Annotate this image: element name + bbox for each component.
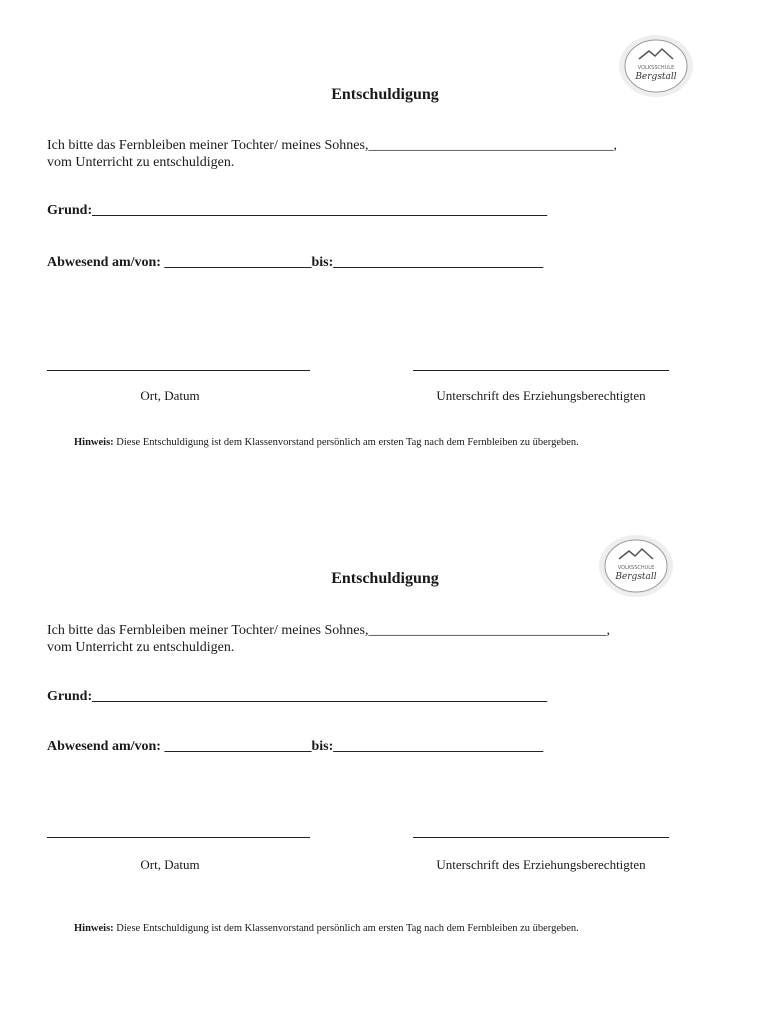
svg-text:Bergstall: Bergstall [635, 72, 677, 82]
note-text: Diese Entschuldigung ist dem Klassenvorstand persönlich am ersten Tag nach dem Fernbleiben zu übergeben. [113, 437, 579, 448]
reason-field[interactable]: Grund:_________________________________________________________________ [47, 689, 548, 704]
signature-label: Unterschrift des Erziehungsberechtigten [436, 857, 646, 872]
request-line-continuation: vom Unterricht zu entschuldigen. [47, 155, 235, 170]
place-date-label: Ort, Datum [140, 388, 200, 403]
request-line: Ich bitte das Fernbleiben meiner Tochter/ meines Sohnes,__________________________________, [47, 623, 610, 638]
note-label: Hinweis: [74, 437, 114, 448]
form-title: Entschuldigung [331, 570, 439, 587]
svg-text:VOLKSSCHULE: VOLKSSCHULE [617, 565, 655, 571]
place-date-label: Ort, Datum [140, 857, 200, 872]
request-line: Ich bitte das Fernbleiben meiner Tochter/ meines Sohnes,___________________________________, [47, 138, 617, 153]
request-line-continuation: vom Unterricht zu entschuldigen. [47, 640, 235, 655]
school-logo [597, 533, 675, 599]
reason-field[interactable]: Grund:_________________________________________________________________ [47, 203, 548, 218]
form-title: Entschuldigung [331, 86, 439, 103]
absence-dates-field[interactable]: Abwesend am/von: _____________________bis:______________________________ [47, 739, 544, 754]
absence-dates-field[interactable]: Abwesend am/von: _____________________bis:______________________________ [47, 255, 544, 270]
svg-text:Bergstall: Bergstall [615, 572, 657, 582]
svg-text:VOLKSSCHULE: VOLKSSCHULE [637, 65, 675, 71]
signature-line[interactable] [413, 837, 669, 838]
place-date-line[interactable] [47, 837, 310, 838]
signature-label: Unterschrift des Erziehungsberechtigten [436, 388, 646, 403]
note-text: Diese Entschuldigung ist dem Klassenvorstand persönlich am ersten Tag nach dem Fernbleiben zu übergeben. [113, 923, 579, 934]
note [74, 923, 579, 934]
note-label: Hinweis: [74, 923, 114, 934]
